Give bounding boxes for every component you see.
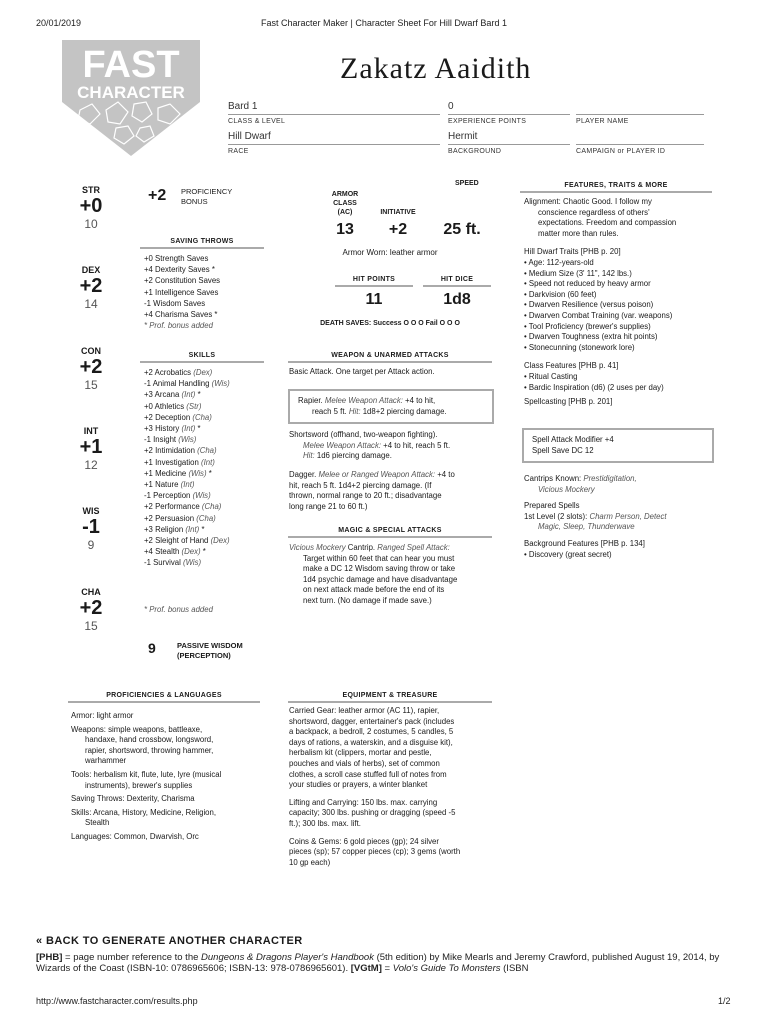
ability-con (66, 346, 116, 392)
skill-item: -1 Perception (Wis) (144, 491, 211, 501)
basic-attack: Basic Attack. One target per Attack action. (289, 367, 435, 376)
campaign-field (576, 131, 704, 155)
ac-label-line1: ARMOR (331, 191, 359, 198)
initiative-value: +2 (388, 221, 408, 238)
armor-worn: Armor Worn: leather armor (342, 248, 438, 257)
skills-list (144, 367, 230, 569)
spell-attack-modifier: Spell Attack Modifier +4 (532, 435, 614, 444)
hit-dice-value: 1d8 (443, 291, 471, 308)
proficiency-value: +2 (148, 187, 167, 204)
skill-item: +4 Stealth (Dex) * (144, 547, 206, 557)
skill-item: +1 Investigation (Int) (144, 457, 215, 467)
skill-item: +2 Performance (Cha) (144, 502, 222, 512)
ability-modifier: -1 (82, 516, 100, 538)
player-field (576, 101, 704, 125)
proficiencies-list: Armor: light armor Weapons: simple weapons, battleaxe, handaxe, hand crossbow, longsword, rapier, shortsword, throwing hammer, warhammer Tools: herbalism kit, flute, lute, lyre (musical instruments), brewer's supplies Saving Throws: Dexterity, Charisma Skills: Arcana, History, Medicine, Religion, Stealth Languages: Common, Dwarvish, Orc (71, 711, 222, 841)
skills-heading: SKILLS (140, 352, 264, 363)
print-date: 20/01/2019 (36, 18, 82, 28)
skill-item: -1 Insight (Wis) (144, 435, 197, 445)
features-heading: FEATURES, TRAITS & MORE (520, 182, 712, 193)
background-field (448, 131, 570, 155)
skills-note: * Prof. bonus added (144, 605, 213, 614)
skill-item: +3 Arcana (Int) * (144, 390, 201, 400)
armor-class-value: 13 (336, 221, 354, 238)
ability-modifier: +1 (79, 436, 103, 458)
skill-item: +2 Intimidation (Cha) (144, 446, 217, 456)
xp-field (448, 101, 570, 125)
dwarf-traits-title: Hill Dwarf Traits [PHB p. 20] (524, 247, 621, 257)
ac-label-line2: CLASS (333, 200, 357, 207)
class-level-field (228, 101, 440, 125)
footnote: [PHB] = page number reference to the Dungeons & Dragons Player's Handbook (5th edition) by Mike Mearls and Jeremy Crawford, published August 19, 2014, by Wizards of the Coast (ISBN-10: 0786965606; ISBN-13: 978-0786965601). [VGtM] = Volo's Guide To Monsters (ISBN (36, 952, 720, 974)
proficiencies-heading: PROFICIENCIES & LANGUAGES (68, 692, 260, 703)
saving-throw-item: +4 Dexterity Saves * (144, 265, 215, 275)
magic-attacks-heading: MAGIC & SPECIAL ATTACKS (288, 527, 492, 538)
passive-wisdom-label-line1: PASSIVE WISDOM (177, 641, 243, 650)
proficiency-label-line1: PROFICIENCY (181, 187, 233, 196)
campaign-label: CAMPAIGN or PLAYER ID (576, 148, 666, 155)
skill-item: -1 Animal Handling (Wis) (144, 379, 230, 389)
ability-modifier: +2 (79, 597, 103, 619)
ability-name: STR (82, 185, 100, 195)
equipment-list: Carried Gear: leather armor (AC 11), rapier, shortsword, dagger, entertainer's pack (includes a backpack, a bedroll, 2 costumes, 5 candles, 5 days of rations, a waterskin, and a disguise kit), herbalism kit (clippers, mortar and pestle, pouches and vials of herbs), set of common clothes, a scroll case stuffed full of notes from your studies or prayers, a winter blanket Lifting and Carrying: 150 lbs. max. carrying capacity; 300 lbs. pushing or dragging (speed -5 ft.); 300 lbs. max. lift. Coins & Gems: 6 gold pieces (gp); 24 silver pieces (sp); 57 copper pieces (cp); 3 gems (worth 10 gp each) (289, 706, 461, 867)
dagger-attack: Dagger. Melee or Ranged Weapon Attack: +4 to hit, reach 5 ft. 1d4+2 piercing damage. (If thrown, normal range to 20 ft.; disadvantage long range 21 to 60 ft.) (289, 470, 455, 511)
ability-modifier: +2 (79, 356, 103, 378)
skill-item: -1 Survival (Wis) (144, 558, 202, 568)
shortsword-attack: Shortsword (offhand, two-weapon fighting). Melee Weapon Attack: +4 to hit, reach 5 ft. Hit: 1d6 piercing damage. (289, 430, 451, 461)
death-saves: DEATH SAVES: Success O O O Fail O O O (320, 320, 460, 327)
skill-item: +0 Athletics (Str) (144, 401, 202, 411)
ability-name: CON (81, 346, 101, 356)
player-label: PLAYER NAME (576, 118, 629, 125)
ability-modifier: +2 (79, 275, 103, 297)
proficiency-label (181, 187, 232, 207)
saving-throw-item: -1 Wisdom Saves (144, 298, 206, 308)
speed-label: SPEED (455, 180, 479, 187)
saving-throws-heading: SAVING THROWS (140, 238, 264, 249)
logo-word-character: CHARACTER (77, 83, 185, 102)
vicious-mockery-entry: Vicious Mockery Cantrip. Ranged Spell Attack: Target within 60 feet that can hear you must make a DC 12 Wisdom saving throw or take 1d4 psychic damage and have disadvantage on next attack made before the end of its next turn. (No damage if made save.) (289, 543, 458, 605)
ability-name: WIS (82, 506, 100, 516)
features-column: Alignment: Chaotic Good. I follow my conscience regardless of others' expectations. Freedom and compassion matter more than rules. Hill Dwarf Traits [PHB p. 20] • Age: 112-years-old • Medium Size (3' 11", 142 lbs.) • Speed not reduced by heavy armor • Darkvision (60 feet) • Dwarven Resilience (versus poison) • Dwarven Combat Training (var. weapons) • Tool Proficiency (brewer's supplies) • Dwarven Toughness (extra hit points) • Stonecunning (stonework lore) Class Features [PHB p. 41] • Ritual Casting • Bardic Inspiration (d6) (2 uses per day) Spellcasting [PHB p. 201] (524, 197, 714, 408)
spellcasting-title: Spellcasting [PHB p. 201] (524, 397, 613, 407)
race-field (228, 131, 440, 155)
race-value: Hill Dwarf (228, 131, 440, 145)
ability-int (66, 426, 116, 472)
saving-throw-item: +0 Strength Saves (144, 254, 209, 263)
saving-throws-note: * Prof. bonus added (144, 321, 213, 331)
class-features-title: Class Features [PHB p. 41] (524, 361, 619, 371)
back-to-generate-link[interactable]: « BACK TO GENERATE ANOTHER CHARACTER (36, 935, 303, 947)
skill-item: +2 Sleight of Hand (Dex) (144, 536, 230, 546)
skill-item: +2 Acrobatics (Dex) (144, 368, 213, 377)
fast-character-logo[interactable] (62, 40, 200, 156)
ability-dex (66, 265, 116, 311)
spell-save-dc: Spell Save DC 12 (532, 445, 594, 455)
passive-wisdom-label-line2: (PERCEPTION) (177, 651, 231, 660)
hit-points-value: 11 (365, 291, 383, 308)
ability-modifier: +0 (79, 195, 103, 217)
proficiency-label-line2: BONUS (181, 197, 208, 206)
skill-item: +2 Deception (Cha) (144, 412, 212, 422)
logo-word-fast: FAST (82, 44, 180, 86)
background-label: BACKGROUND (448, 148, 502, 155)
race-label: RACE (228, 148, 249, 155)
character-name: Zakatz Aaidith (340, 52, 532, 85)
ability-score: 9 (87, 538, 95, 552)
class-level-label: CLASS & LEVEL (228, 118, 286, 125)
spell-stats-box (522, 428, 714, 463)
ac-label (320, 190, 370, 217)
speed-value: 25 ft. (443, 221, 481, 238)
passive-wisdom-label (177, 641, 243, 661)
skill-item: +1 Medicine (Wis) * (144, 468, 212, 478)
campaign-value (576, 131, 704, 145)
ability-name: INT (83, 426, 99, 436)
saving-throws-list (144, 253, 220, 331)
ability-score: 15 (84, 619, 98, 633)
skill-item: +1 Nature (Int) (144, 480, 195, 490)
print-title: Fast Character Maker | Character Sheet For Hill Dwarf Bard 1 (261, 18, 507, 28)
ability-name: CHA (81, 587, 101, 597)
hit-dice-label: HIT DICE (423, 276, 491, 287)
rapier-attack-box: Rapier. Melee Weapon Attack: +4 to hit, reach 5 ft. Hit: 1d8+2 piercing damage. (288, 389, 494, 424)
initiative-label: INITIATIVE (380, 209, 416, 216)
xp-value: 0 (448, 101, 570, 115)
xp-label: EXPERIENCE POINTS (448, 118, 527, 125)
ability-score: 10 (84, 217, 98, 231)
page-url[interactable]: http://www.fastcharacter.com/results.php (36, 996, 198, 1006)
ability-wis (66, 506, 116, 552)
class-level-value: Bard 1 (228, 101, 440, 115)
saving-throw-item: +4 Charisma Saves * (144, 310, 218, 320)
ability-score: 15 (84, 378, 98, 392)
skill-item: +3 History (Int) * (144, 424, 201, 434)
equipment-heading: EQUIPMENT & TREASURE (288, 692, 492, 703)
skill-item: +2 Persuasion (Cha) (144, 513, 216, 523)
weapon-attacks-heading: WEAPON & UNARMED ATTACKS (288, 352, 492, 363)
saving-throw-item: +1 Intelligence Saves (144, 287, 219, 297)
spells-column: Cantrips Known: Prestidigitation, Vicious Mockery Prepared Spells 1st Level (2 slots): Charm Person, Detect Magic, Sleep, Thunderwave Background Features [PHB p. 134] • Discovery (great secret) (524, 474, 667, 559)
player-value (576, 101, 704, 115)
ac-label-line3: (AC) (337, 209, 353, 216)
ability-cha (66, 587, 116, 633)
ability-name: DEX (81, 265, 101, 275)
ability-str (66, 185, 116, 231)
saving-throw-item: +2 Constitution Saves (144, 276, 221, 286)
passive-wisdom-value: 9 (148, 640, 156, 656)
hit-points-label: HIT POINTS (335, 276, 413, 287)
page-number: 1/2 (718, 996, 731, 1006)
ability-score: 14 (84, 297, 98, 311)
background-value: Hermit (448, 131, 570, 145)
ability-score: 12 (84, 458, 98, 472)
skill-item: +3 Religion (Int) * (144, 524, 205, 534)
